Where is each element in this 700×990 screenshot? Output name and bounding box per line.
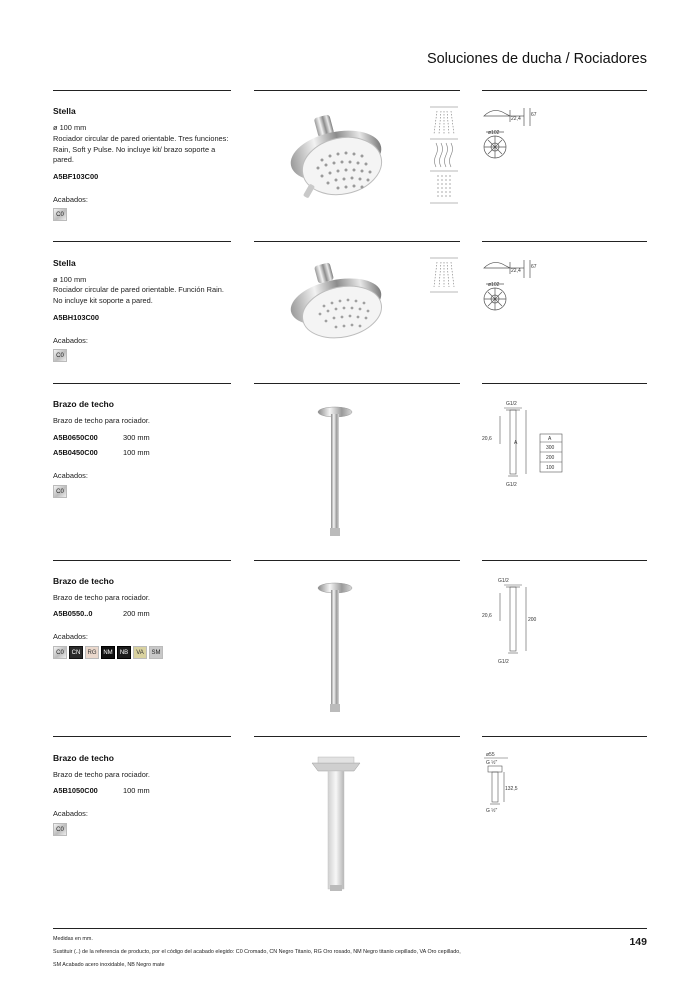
product-diameter: ø 100 mm [53, 275, 87, 284]
svg-text:200: 200 [546, 455, 555, 461]
product-title: Stella [53, 258, 76, 268]
reference-row: A5B0450C00 100 mm [53, 448, 150, 457]
svg-text:200: 200 [528, 617, 537, 623]
finish-swatch-stainless-steel: SM [149, 646, 163, 659]
finishes-label: Acabados: [53, 195, 88, 204]
technical-drawing [482, 396, 572, 492]
square-ceiling-arm-image [308, 755, 364, 895]
svg-text:22,4: 22,4 [511, 268, 521, 274]
ceiling-arm-image [310, 402, 360, 542]
product-description: Brazo de techo para rociador. [53, 593, 150, 602]
footer-note-finishes: Sustituir (..) de la referencia de producto, por el código del acabado elegido: C0 Cromado, CN Negro Titanio, RG Oro rosado, NM Negro titanio cepillado, VA Oro cepillado, [53, 949, 461, 955]
ceiling-arm-image [310, 578, 360, 718]
product-reference: A5BH103C00 [53, 313, 100, 322]
reference-row: A5B1050C00 100 mm [53, 786, 150, 795]
finish-swatch-chrome: C0 [53, 208, 67, 221]
svg-text:G1/2: G1/2 [498, 578, 509, 584]
footer-note-units: Medidas en mm. [53, 936, 93, 942]
divider [254, 560, 460, 561]
technical-drawing [482, 573, 552, 669]
footer-note-finishes-cont: SM Acabado acero inoxidable, NB Negro mate [53, 962, 165, 968]
product-title: Brazo de techo [53, 576, 114, 586]
divider [482, 241, 647, 242]
page-number: 149 [629, 936, 647, 948]
divider [53, 560, 231, 561]
technical-drawing [480, 256, 560, 316]
finish-swatch-titanium-black: CN [69, 646, 83, 659]
svg-text:G1/2: G1/2 [506, 401, 517, 407]
finish-swatch-rose-gold: RG [85, 646, 99, 659]
product-reference: A5BF103C00 [53, 172, 99, 181]
finish-swatches [53, 485, 67, 498]
finish-swatch-chrome: C0 [53, 485, 67, 498]
divider [53, 383, 231, 384]
svg-text:G1/2: G1/2 [498, 659, 509, 665]
spray-function-icons [430, 106, 458, 204]
product-title: Brazo de techo [53, 753, 114, 763]
shower-head-image [282, 260, 397, 345]
finishes-label: Acabados: [53, 632, 88, 641]
divider [254, 383, 460, 384]
svg-text:67: 67 [531, 112, 537, 118]
divider [53, 241, 231, 242]
finish-swatch-matt-black: NB [117, 646, 131, 659]
svg-text:ø55: ø55 [486, 752, 495, 758]
svg-text:ø102: ø102 [488, 282, 500, 288]
svg-text:20,6: 20,6 [482, 436, 492, 442]
svg-text:22,4: 22,4 [511, 116, 521, 122]
finish-swatches [53, 208, 67, 221]
finish-swatch-chrome: C0 [53, 646, 67, 659]
finish-swatches [53, 646, 163, 659]
finish-swatches [53, 349, 67, 362]
product-diameter: ø 100 mm [53, 123, 87, 132]
finish-swatches [53, 823, 67, 836]
divider [482, 383, 647, 384]
product-description: Brazo de techo para rociador. [53, 770, 150, 779]
finishes-label: Acabados: [53, 809, 88, 818]
divider [482, 736, 647, 737]
finishes-label: Acabados: [53, 336, 88, 345]
divider [254, 736, 460, 737]
reference-row: A5B0550..0 200 mm [53, 609, 150, 618]
shower-head-image [282, 108, 397, 208]
divider [254, 241, 460, 242]
finishes-label: Acabados: [53, 471, 88, 480]
product-description: Rociador circular de pared orientable. Función Rain. No incluye kit soporte a pared. [53, 285, 224, 305]
finish-swatch-brushed-gold: VA [133, 646, 147, 659]
finish-swatch-brushed-titanium-black: NM [101, 646, 115, 659]
svg-text:300: 300 [546, 445, 555, 451]
svg-text:A: A [514, 440, 518, 446]
finish-swatch-chrome: C0 [53, 349, 67, 362]
finish-swatch-chrome: C0 [53, 823, 67, 836]
product-description: Brazo de techo para rociador. [53, 416, 150, 425]
svg-text:100: 100 [546, 465, 555, 471]
divider [482, 560, 647, 561]
divider [254, 90, 460, 91]
divider [482, 90, 647, 91]
svg-text:132,5: 132,5 [505, 786, 518, 792]
technical-drawing [480, 104, 560, 164]
svg-text:G1/2: G1/2 [506, 482, 517, 488]
svg-text:ø102: ø102 [488, 130, 500, 136]
page-title: Soluciones de ducha / Rociadores [426, 51, 647, 67]
product-title: Brazo de techo [53, 399, 114, 409]
product-title: Stella [53, 106, 76, 116]
svg-text:20,6: 20,6 [482, 613, 492, 619]
spray-function-icon [430, 257, 458, 293]
technical-drawing [482, 748, 542, 820]
svg-text:G ½": G ½" [486, 808, 498, 814]
divider [53, 90, 231, 91]
svg-text:67: 67 [531, 264, 537, 270]
svg-text:G ½": G ½" [486, 760, 498, 766]
svg-text:A: A [548, 436, 552, 442]
footer-divider [53, 928, 647, 929]
product-description: Rociador circular de pared orientable. Tres funciones: Rain, Soft y Pulse. No incluye kit/ brazo soporte a pared. [53, 134, 229, 165]
divider [53, 736, 231, 737]
reference-row: A5B0650C00 300 mm [53, 433, 150, 442]
